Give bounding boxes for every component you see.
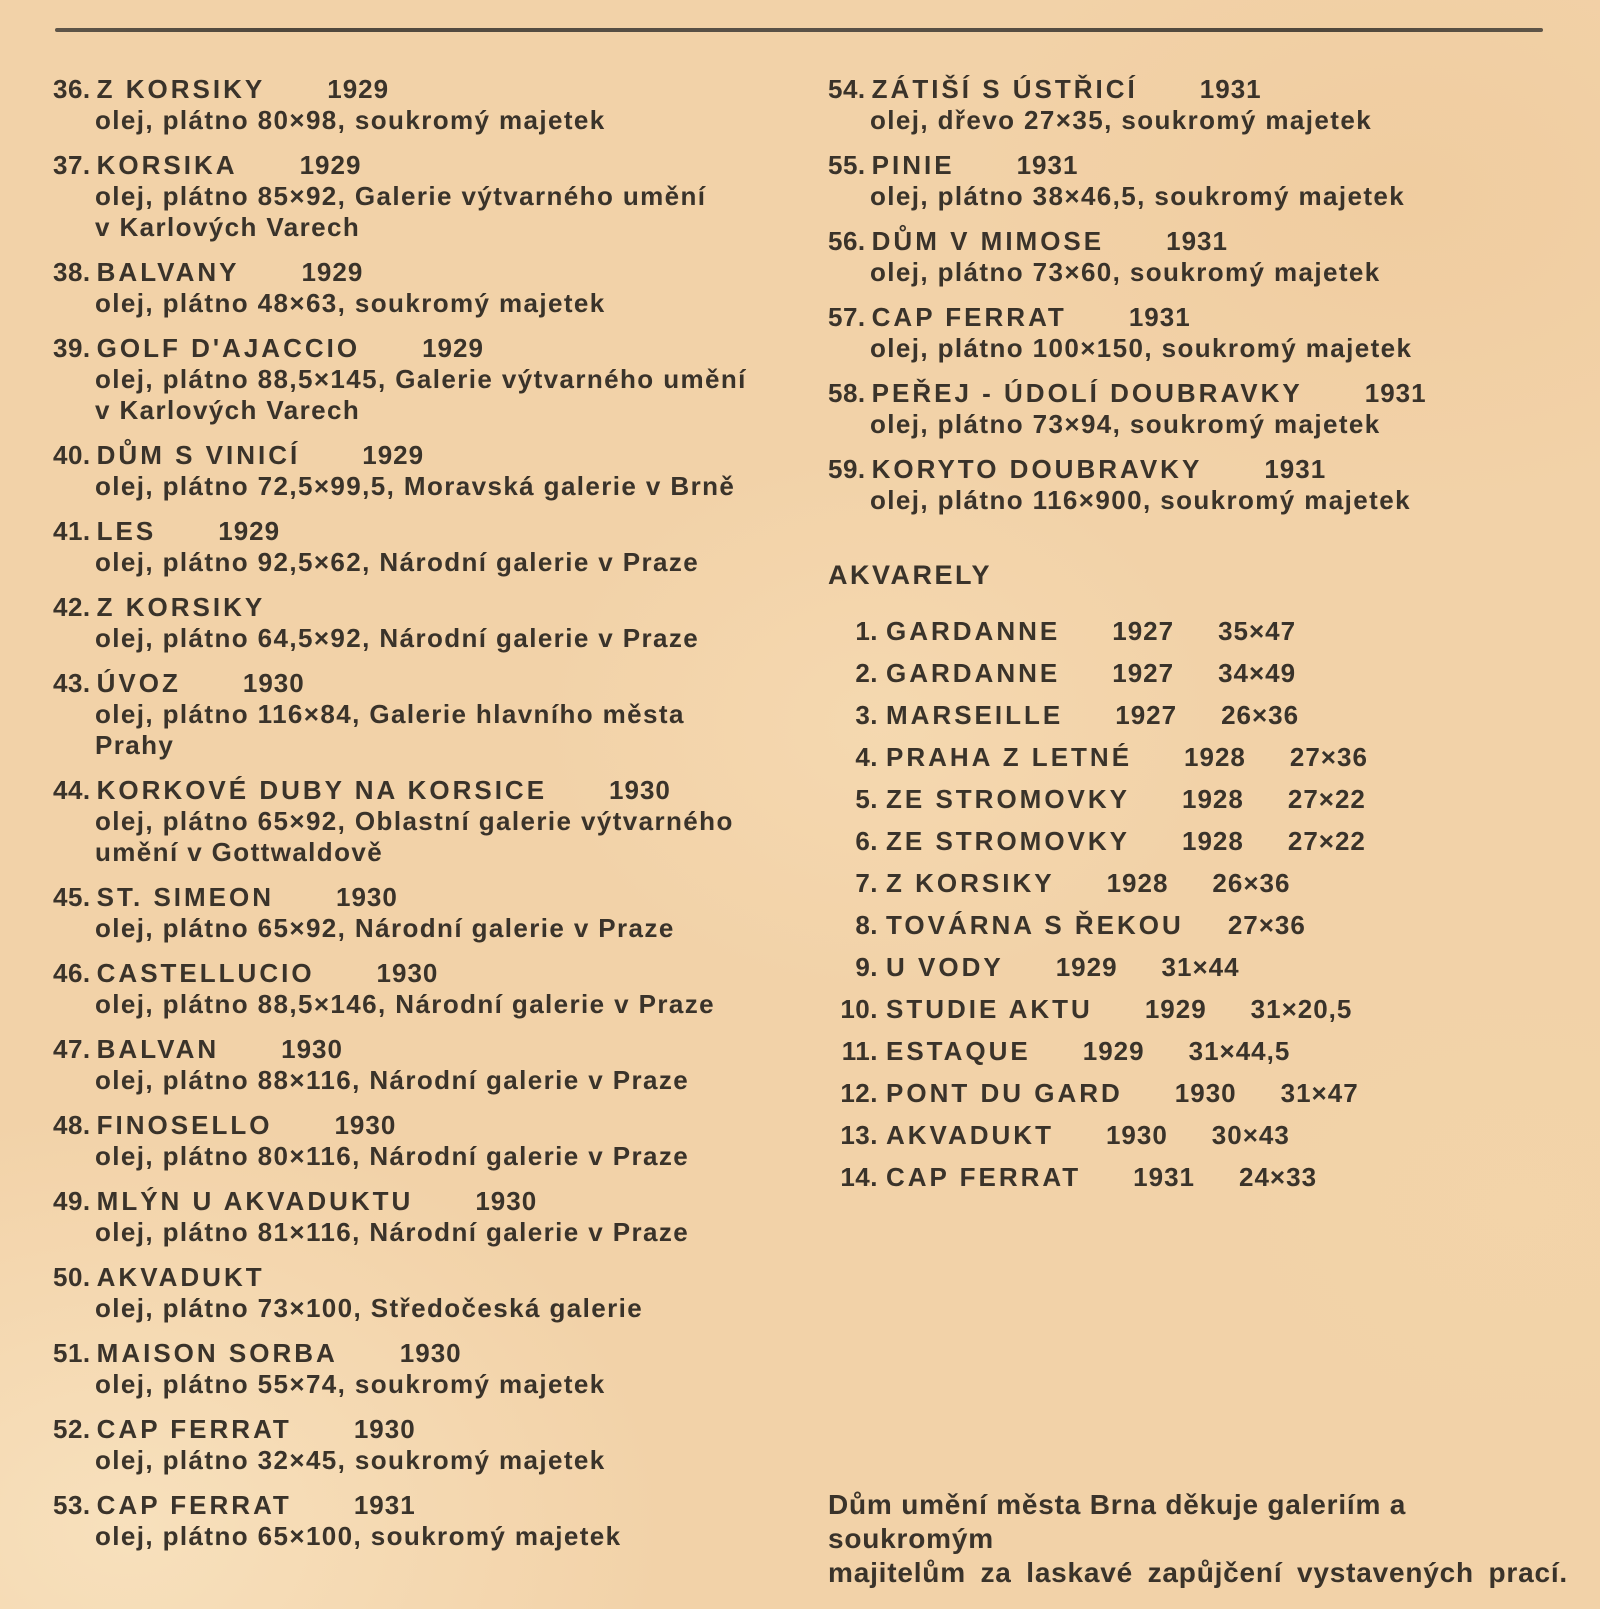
- entry-title-row: [828, 150, 1568, 181]
- row-year: 1928: [1106, 868, 1169, 898]
- row-year: 1930: [1105, 1120, 1168, 1150]
- row-dimensions: 27×22: [1287, 784, 1366, 814]
- entry-year: 1930: [475, 1186, 538, 1216]
- row-year: 1928: [1182, 784, 1244, 814]
- entry-title-row: [53, 150, 798, 181]
- row-year: 1927: [1115, 700, 1178, 730]
- entry-year: 1931: [1166, 226, 1228, 256]
- entry-number: 46.: [53, 958, 91, 988]
- entry-title: FINOSELLO: [96, 1110, 273, 1140]
- catalog-entry: [53, 882, 798, 944]
- detail-line: olej, plátno 100×150, soukromý majetek: [870, 333, 1413, 363]
- row-dimensions: 24×33: [1239, 1162, 1318, 1192]
- entry-title: DŮM V MIMOSE: [871, 226, 1105, 256]
- entry-number: 57.: [828, 302, 866, 332]
- watercolor-row: [838, 868, 1568, 910]
- watercolor-row: [838, 658, 1568, 700]
- entry-title-row: [53, 1414, 798, 1445]
- entry-year: 1930: [336, 882, 398, 912]
- entry-details: [870, 333, 1568, 364]
- watercolor-row: [838, 910, 1568, 952]
- catalog-entry: [53, 1262, 798, 1324]
- entry-year: 1931: [1364, 378, 1427, 408]
- detail-line: olej, plátno 88×116, Národní galerie v Praze: [95, 1065, 690, 1095]
- row-number: 8.: [855, 910, 878, 940]
- row-title: Z KORSIKY: [886, 868, 1055, 898]
- catalog-entry: [53, 1490, 798, 1552]
- entry-title-row: [53, 1186, 798, 1217]
- row-title: ZE STROMOVKY: [886, 784, 1131, 814]
- row-title: GARDANNE: [886, 616, 1061, 646]
- row-dimensions: 27×36: [1289, 742, 1368, 772]
- entry-details: [870, 181, 1568, 212]
- row-title: ESTAQUE: [886, 1036, 1031, 1066]
- detail-line: olej, plátno 116×84, Galerie hlavního města: [95, 699, 685, 729]
- row-title: PRAHA Z LETNÉ: [886, 742, 1133, 772]
- detail-line: olej, plátno 81×116, Národní galerie v Praze: [95, 1217, 690, 1247]
- detail-line: olej, plátno 92,5×62, Národní galerie v Praze: [95, 547, 700, 577]
- row-number: 3.: [855, 700, 878, 730]
- detail-line: olej, plátno 73×100, Středočeská galerie: [95, 1293, 644, 1323]
- row-number: 5.: [855, 784, 878, 814]
- watercolor-row: [838, 826, 1568, 868]
- entry-number: 41.: [53, 516, 91, 546]
- entry-title-row: [53, 1034, 798, 1065]
- row-dimensions: 31×44: [1161, 952, 1240, 982]
- row-title: AKVADUKT: [886, 1120, 1054, 1150]
- watercolors-heading: AKVARELY: [828, 560, 993, 590]
- watercolor-row: [838, 994, 1568, 1036]
- row-dimensions: 26×36: [1212, 868, 1291, 898]
- entry-number: 36.: [53, 74, 91, 104]
- row-year: 1928: [1182, 826, 1244, 856]
- entry-title: MLÝN U AKVADUKTU: [96, 1186, 414, 1216]
- row-title: ZE STROMOVKY: [886, 826, 1131, 856]
- detail-line: v Karlových Varech: [95, 395, 361, 425]
- entry-title-row: [53, 257, 798, 288]
- entry-title-row: [828, 74, 1568, 105]
- entry-title-row: [53, 592, 798, 623]
- entry-title: ZÁTIŠÍ S ÚSTŘICÍ: [871, 74, 1138, 104]
- entry-details: [95, 806, 798, 868]
- entry-details: [95, 288, 798, 319]
- row-number: 11.: [841, 1036, 878, 1066]
- entry-title: GOLF D'AJACCIO: [96, 333, 361, 363]
- catalog-entry: [828, 378, 1568, 440]
- entry-title: Z KORSIKY: [96, 592, 266, 622]
- entry-details: [95, 364, 798, 426]
- row-year: 1929: [1055, 952, 1118, 982]
- watercolor-row: [838, 1162, 1568, 1204]
- entry-year: 1929: [422, 333, 484, 363]
- entry-details: [95, 105, 798, 136]
- row-title: MARSEILLE: [886, 700, 1064, 730]
- row-number: 6.: [855, 826, 878, 856]
- row-year: 1927: [1112, 658, 1175, 688]
- row-year: 1928: [1184, 742, 1246, 772]
- row-year: 1929: [1144, 994, 1207, 1024]
- entry-title: CAP FERRAT: [96, 1490, 292, 1520]
- detail-line: olej, plátno 65×92, Oblastní galerie výtvarného: [95, 806, 734, 836]
- watercolor-row: [838, 616, 1568, 658]
- entry-details: [95, 1141, 798, 1172]
- entry-year: 1929: [301, 257, 364, 287]
- entry-number: 44.: [53, 775, 91, 805]
- right-column: [828, 74, 1568, 1204]
- entry-number: 56.: [828, 226, 866, 256]
- entry-title: KORSIKA: [96, 150, 238, 180]
- watercolors-list: [838, 616, 1568, 1204]
- entry-title-row: [53, 775, 798, 806]
- row-number: 4.: [855, 742, 878, 772]
- entry-details: [95, 699, 798, 761]
- row-title: U VODY: [886, 952, 1004, 982]
- row-number: 9.: [855, 952, 878, 982]
- oils-column-left: [53, 74, 798, 1566]
- row-dimensions: 26×36: [1221, 700, 1300, 730]
- row-dimensions: 27×36: [1227, 910, 1306, 940]
- watercolor-row: [838, 784, 1568, 826]
- entry-year: 1929: [362, 440, 425, 470]
- entry-title-row: [828, 454, 1568, 485]
- entry-title-row: [53, 74, 798, 105]
- entry-title-row: [53, 882, 798, 913]
- row-number: 1.: [855, 616, 878, 646]
- entry-number: 47.: [53, 1034, 91, 1064]
- watercolor-row: [838, 1120, 1568, 1162]
- entry-title: Z KORSIKY: [96, 74, 266, 104]
- catalog-entry: [53, 1110, 798, 1172]
- entry-number: 38.: [53, 257, 91, 287]
- entry-year: 1930: [281, 1034, 343, 1064]
- row-title: GARDANNE: [886, 658, 1061, 688]
- entry-title-row: [828, 378, 1568, 409]
- entry-title: CAP FERRAT: [871, 302, 1067, 332]
- entry-number: 55.: [828, 150, 866, 180]
- entry-year: 1930: [334, 1110, 397, 1140]
- catalog-entry: [53, 1338, 798, 1400]
- row-number: 7.: [855, 868, 878, 898]
- detail-line: olej, plátno 116×900, soukromý majetek: [870, 485, 1411, 515]
- entry-title: CAP FERRAT: [96, 1414, 292, 1444]
- entry-number: 45.: [53, 882, 91, 912]
- entry-title-row: [53, 1338, 798, 1369]
- row-number: 14.: [840, 1162, 878, 1192]
- detail-line: Prahy: [95, 730, 175, 760]
- row-dimensions: 30×43: [1211, 1120, 1290, 1150]
- row-number: 13.: [840, 1120, 878, 1150]
- detail-line: olej, plátno 88,5×146, Národní galerie v Praze: [95, 989, 716, 1019]
- top-rule: [55, 28, 1543, 32]
- catalog-entry: [828, 150, 1568, 212]
- watercolor-row: [838, 1036, 1568, 1078]
- detail-line: olej, plátno 73×94, soukromý majetek: [870, 409, 1381, 439]
- entry-details: [95, 1293, 798, 1324]
- entry-number: 59.: [828, 454, 866, 484]
- entry-title: AKVADUKT: [96, 1262, 265, 1292]
- entry-year: 1931: [1264, 454, 1327, 484]
- detail-line: olej, plátno 72,5×99,5, Moravská galerie v Brně: [95, 471, 736, 501]
- entry-title: PEŘEJ - ÚDOLÍ DOUBRAVKY: [871, 378, 1303, 408]
- entry-details: [870, 485, 1568, 516]
- entry-year: 1930: [376, 958, 439, 988]
- catalog-entry: [828, 302, 1568, 364]
- entry-number: 37.: [53, 150, 91, 180]
- entry-title: DŮM S VINICÍ: [96, 440, 301, 470]
- entry-year: 1931: [1016, 150, 1079, 180]
- entry-details: [95, 989, 798, 1020]
- entry-title-row: [53, 1262, 798, 1293]
- entry-number: 53.: [53, 1490, 91, 1520]
- catalog-entry: [828, 226, 1568, 288]
- entry-title-row: [828, 226, 1568, 257]
- catalog-entry: [53, 440, 798, 502]
- catalog-entry: [53, 516, 798, 578]
- row-dimensions: 31×20,5: [1250, 994, 1353, 1024]
- row-number: 2.: [855, 658, 878, 688]
- entry-year: 1930: [399, 1338, 462, 1368]
- entry-year: 1931: [1128, 302, 1191, 332]
- entry-title: ST. SIMEON: [96, 882, 275, 912]
- entry-number: 54.: [828, 74, 866, 104]
- entry-title: MAISON SORBA: [96, 1338, 338, 1368]
- note-line: Dům umění města Brna děkuje galeriím a soukromým: [828, 1489, 1407, 1554]
- entry-details: [95, 1445, 798, 1476]
- entry-title: KORYTO DOUBRAVKY: [871, 454, 1203, 484]
- row-title: TOVÁRNA S ŘEKOU: [886, 910, 1184, 940]
- detail-line: olej, plátno 65×92, Národní galerie v Praze: [95, 913, 675, 943]
- entry-title: BALVAN: [96, 1034, 220, 1064]
- row-title: PONT DU GARD: [886, 1078, 1123, 1108]
- detail-line: olej, plátno 85×92, Galerie výtvarného umění: [95, 181, 707, 211]
- entry-title: LES: [96, 516, 157, 546]
- entry-number: 43.: [53, 668, 91, 698]
- watercolor-row: [838, 952, 1568, 994]
- entry-year: 1931: [353, 1490, 416, 1520]
- row-year: 1930: [1174, 1078, 1237, 1108]
- detail-line: olej, plátno 80×98, soukromý majetek: [95, 105, 606, 135]
- row-title: CAP FERRAT: [886, 1162, 1082, 1192]
- detail-line: olej, plátno 73×60, soukromý majetek: [870, 257, 1381, 287]
- detail-line: olej, plátno 88,5×145, Galerie výtvarného umění: [95, 364, 747, 394]
- entry-number: 49.: [53, 1186, 91, 1216]
- entry-title-row: [53, 1110, 798, 1141]
- entry-details: [870, 257, 1568, 288]
- entry-number: 40.: [53, 440, 91, 470]
- row-dimensions: 34×49: [1218, 658, 1297, 688]
- entry-title-row: [828, 302, 1568, 333]
- acknowledgement-note: [828, 1488, 1573, 1590]
- entry-number: 48.: [53, 1110, 91, 1140]
- watercolor-row: [838, 742, 1568, 784]
- entry-title: BALVANY: [96, 257, 240, 287]
- watercolor-row: [838, 1078, 1568, 1120]
- entry-details: [95, 181, 798, 243]
- detail-line: olej, plátno 38×46,5, soukromý majetek: [870, 181, 1406, 211]
- entry-details: [870, 409, 1568, 440]
- entry-details: [95, 471, 798, 502]
- catalog-entry: [53, 257, 798, 319]
- row-dimensions: 31×44,5: [1188, 1036, 1291, 1066]
- entry-year: 1930: [242, 668, 305, 698]
- row-number: 12.: [840, 1078, 878, 1108]
- entry-title: PINIE: [871, 150, 955, 180]
- detail-line: olej, plátno 80×116, Národní galerie v Praze: [95, 1141, 690, 1171]
- entry-title: CASTELLUCIO: [96, 958, 315, 988]
- catalog-entry: [53, 958, 798, 1020]
- entry-details: [95, 913, 798, 944]
- oils-column-right: [828, 74, 1568, 516]
- catalog-entry: [53, 592, 798, 654]
- entry-title-row: [53, 668, 798, 699]
- entry-details: [95, 623, 798, 654]
- detail-line: olej, plátno 48×63, soukromý majetek: [95, 288, 606, 318]
- entry-year: 1929: [218, 516, 281, 546]
- entry-details: [95, 1369, 798, 1400]
- detail-line: v Karlových Varech: [95, 212, 361, 242]
- entry-details: [95, 1521, 798, 1552]
- detail-line: olej, plátno 65×100, soukromý majetek: [95, 1521, 622, 1551]
- catalog-entry: [53, 333, 798, 426]
- detail-line: olej, plátno 64,5×92, Národní galerie v Praze: [95, 623, 700, 653]
- entry-year: 1929: [299, 150, 362, 180]
- catalog-entry: [53, 775, 798, 868]
- row-year: 1929: [1082, 1036, 1145, 1066]
- row-dimensions: 27×22: [1287, 826, 1366, 856]
- detail-line: olej, dřevo 27×35, soukromý majetek: [870, 105, 1373, 135]
- entry-details: [95, 547, 798, 578]
- catalog-entry: [828, 74, 1568, 136]
- entry-number: 39.: [53, 333, 91, 363]
- catalog-entry: [53, 74, 798, 136]
- entry-year: 1930: [353, 1414, 416, 1444]
- entry-title: ÚVOZ: [96, 668, 181, 698]
- catalog-entry: [53, 1034, 798, 1096]
- note-line: majitelům za laskavé zapůjčení vystavených prací.: [828, 1557, 1568, 1588]
- detail-line: umění v Gottwaldově: [95, 837, 384, 867]
- entry-title-row: [53, 1490, 798, 1521]
- catalog-entry: [828, 454, 1568, 516]
- detail-line: olej, plátno 32×45, soukromý majetek: [95, 1445, 606, 1475]
- catalog-entry: [53, 1414, 798, 1476]
- entry-title-row: [53, 333, 798, 364]
- watercolor-row: [838, 700, 1568, 742]
- row-dimensions: 31×47: [1280, 1078, 1359, 1108]
- catalog-entry: [53, 150, 798, 243]
- row-year: 1931: [1133, 1162, 1195, 1192]
- entry-details: [95, 1065, 798, 1096]
- detail-line: olej, plátno 55×74, soukromý majetek: [95, 1369, 606, 1399]
- entry-title: KORKOVÉ DUBY NA KORSICE: [96, 775, 548, 805]
- entry-number: 50.: [53, 1262, 91, 1292]
- row-title: STUDIE AKTU: [886, 994, 1093, 1024]
- row-dimensions: 35×47: [1218, 616, 1297, 646]
- entry-number: 42.: [53, 592, 91, 622]
- row-year: 1927: [1112, 616, 1175, 646]
- entry-number: 51.: [53, 1338, 91, 1368]
- entry-number: 58.: [828, 378, 866, 408]
- entry-details: [95, 1217, 798, 1248]
- entry-year: 1930: [609, 775, 671, 805]
- row-number: 10.: [840, 994, 878, 1024]
- entry-year: 1931: [1199, 74, 1262, 104]
- entry-number: 52.: [53, 1414, 91, 1444]
- catalog-entry: [53, 1186, 798, 1248]
- entry-year: 1929: [327, 74, 390, 104]
- entry-details: [870, 105, 1568, 136]
- entry-title-row: [53, 958, 798, 989]
- entry-title-row: [53, 516, 798, 547]
- catalog-entry: [53, 668, 798, 761]
- entry-title-row: [53, 440, 798, 471]
